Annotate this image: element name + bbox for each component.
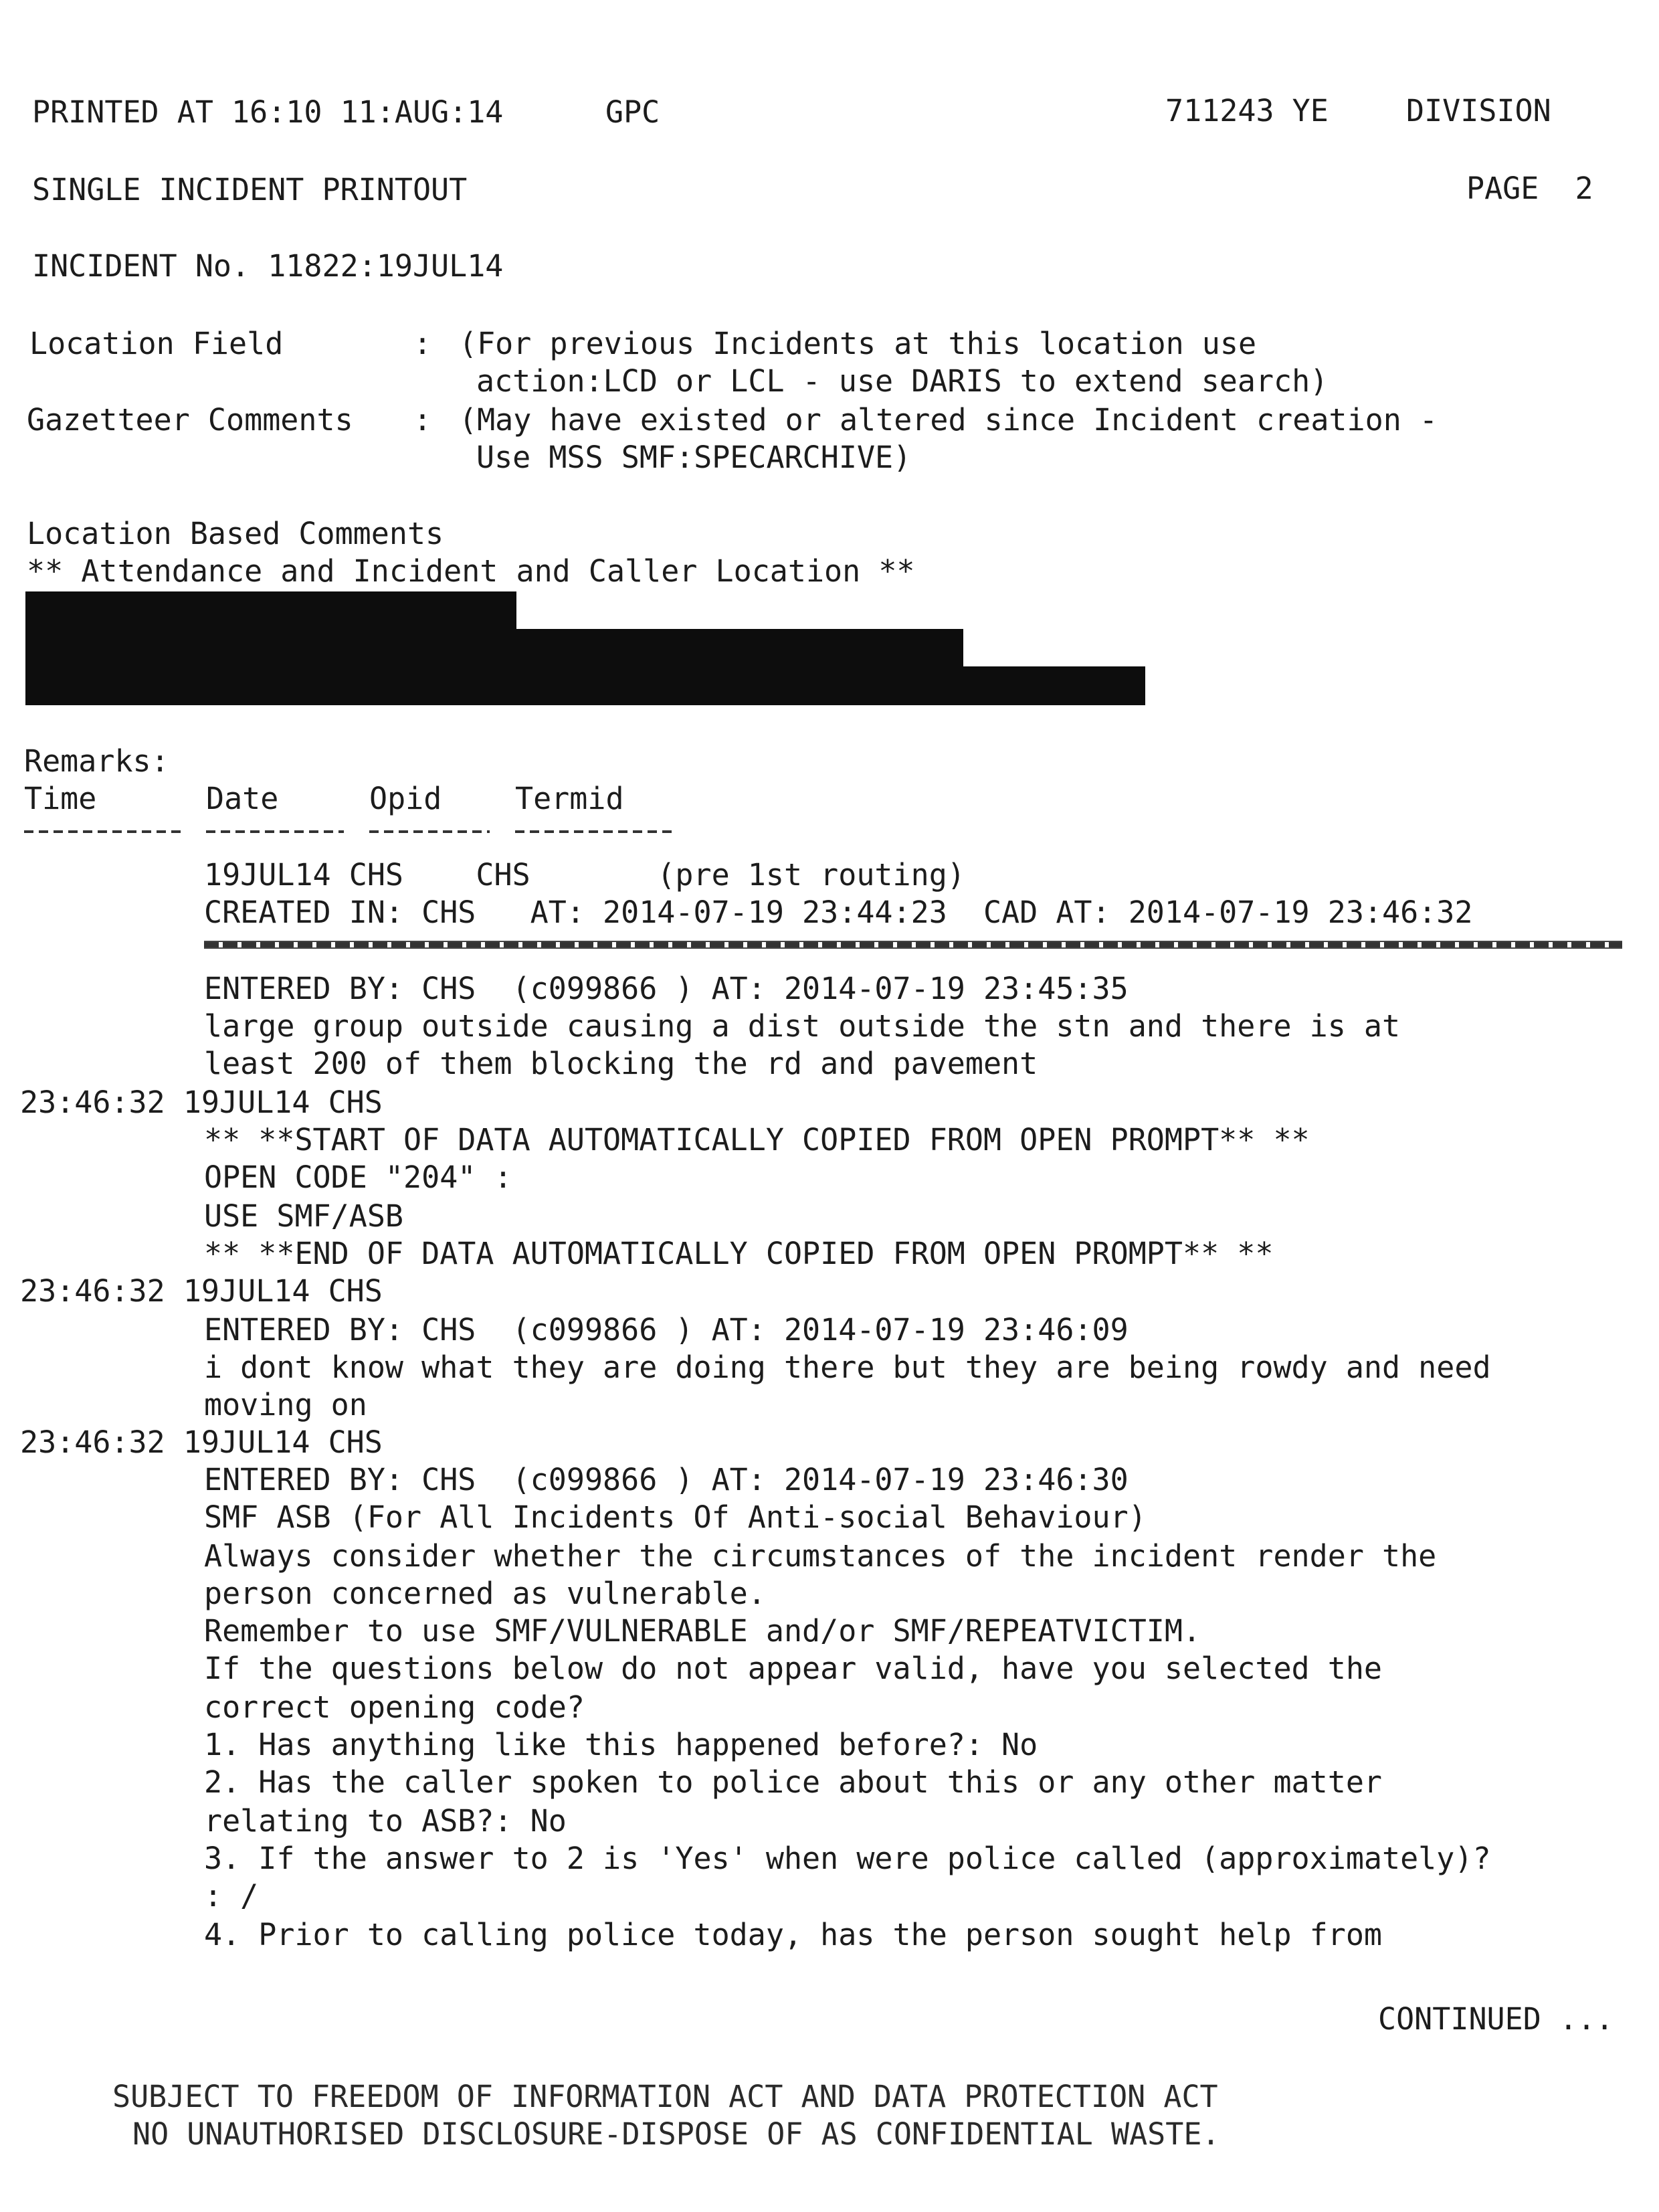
- division-label: DIVISION: [1406, 93, 1551, 128]
- column-header-time: Time: [24, 781, 97, 816]
- separator-rule: [204, 941, 1622, 949]
- column-underline-opid: [369, 830, 490, 833]
- location-field-text-2: action:LCD or LCL - use DARIS to extend search): [476, 363, 1329, 399]
- log-line: ENTERED BY: CHS (c099866 ) AT: 2014-07-19 23:46:30: [204, 1462, 1129, 1497]
- gazetteer-separator: :: [413, 402, 432, 438]
- log-line: ** **START OF DATA AUTOMATICALLY COPIED FROM OPEN PROMPT** **: [204, 1122, 1310, 1158]
- column-underline-time: [24, 830, 182, 833]
- log-line: If the questions below do not appear valid, have you selected the: [204, 1651, 1382, 1686]
- footer-line-1: SUBJECT TO FREEDOM OF INFORMATION ACT AND DATA PROTECTION ACT: [112, 2079, 1218, 2114]
- log-line: 19JUL14 CHS CHS (pre 1st routing): [204, 857, 965, 893]
- footer-line-2: NO UNAUTHORISED DISCLOSURE-DISPOSE OF AS CONFIDENTIAL WASTE.: [132, 2116, 1220, 2152]
- column-header-termid: Termid: [515, 781, 624, 816]
- attendance-line: ** Attendance and Incident and Caller Location **: [27, 553, 915, 589]
- log-timestamp-line: 23:46:32 19JUL14 CHS: [20, 1085, 383, 1120]
- reference-number: 711243 YE: [1165, 93, 1329, 128]
- gazetteer-label: Gazetteer Comments: [27, 402, 353, 438]
- continued-marker: CONTINUED ...: [1378, 2001, 1614, 2037]
- log-line: i dont know what they are doing there but they are being rowdy and need: [204, 1350, 1491, 1385]
- log-line: person concerned as vulnerable.: [204, 1576, 766, 1611]
- location-field-text: (For previous Incidents at this location use: [459, 326, 1257, 361]
- log-line: ENTERED BY: CHS (c099866 ) AT: 2014-07-19 23:45:35: [204, 971, 1129, 1006]
- log-line: ENTERED BY: CHS (c099866 ) AT: 2014-07-19 23:46:09: [204, 1312, 1129, 1348]
- log-line: large group outside causing a dist outside the stn and there is at: [204, 1008, 1401, 1044]
- log-line: : /: [204, 1878, 259, 1914]
- location-based-comments-heading: Location Based Comments: [27, 516, 444, 551]
- log-line: moving on: [204, 1387, 367, 1422]
- redaction-block-left: [25, 591, 516, 705]
- log-line: SMF ASB (For All Incidents Of Anti-social Behaviour): [204, 1499, 1147, 1535]
- gazetteer-text-2: Use MSS SMF:SPECARCHIVE): [476, 440, 912, 475]
- log-line: correct opening code?: [204, 1689, 585, 1725]
- log-line: Remember to use SMF/VULNERABLE and/or SMF/REPEATVICTIM.: [204, 1613, 1201, 1649]
- column-underline-termid: [515, 830, 673, 833]
- log-line: 2. Has the caller spoken to police about this or any other matter: [204, 1764, 1382, 1800]
- log-line: least 200 of them blocking the rd and pavement: [204, 1046, 1038, 1081]
- log-line: ** **END OF DATA AUTOMATICALLY COPIED FROM OPEN PROMPT** **: [204, 1236, 1274, 1271]
- log-timestamp-line: 23:46:32 19JUL14 CHS: [20, 1273, 383, 1309]
- document-type: SINGLE INCIDENT PRINTOUT: [32, 172, 468, 207]
- column-underline-date: [206, 830, 344, 833]
- remarks-label: Remarks:: [24, 743, 169, 779]
- location-field-label: Location Field: [29, 326, 284, 361]
- log-line: CREATED IN: CHS AT: 2014-07-19 23:44:23 CAD AT: 2014-07-19 23:46:32: [204, 895, 1473, 930]
- system-code: GPC: [605, 94, 660, 130]
- redaction-block-right: [963, 666, 1145, 705]
- redaction-block-middle: [516, 629, 963, 705]
- page-number: PAGE 2: [1466, 171, 1593, 206]
- gazetteer-text: (May have existed or altered since Incident creation -: [459, 402, 1438, 438]
- log-line: OPEN CODE "204" :: [204, 1160, 512, 1195]
- column-header-opid: Opid: [369, 781, 442, 816]
- log-line: 1. Has anything like this happened before?: No: [204, 1727, 1038, 1762]
- column-header-date: Date: [206, 781, 279, 816]
- printed-at: PRINTED AT 16:10 11:AUG:14: [32, 94, 504, 130]
- incident-number: INCIDENT No. 11822:19JUL14: [32, 248, 504, 284]
- log-line: USE SMF/ASB: [204, 1198, 404, 1234]
- log-timestamp-line: 23:46:32 19JUL14 CHS: [20, 1424, 383, 1460]
- log-line: relating to ASB?: No: [204, 1803, 567, 1839]
- log-line: 3. If the answer to 2 is 'Yes' when were police called (approximately)?: [204, 1841, 1491, 1876]
- log-line: Always consider whether the circumstances of the incident render the: [204, 1538, 1437, 1574]
- location-field-separator: :: [413, 326, 432, 361]
- log-line: 4. Prior to calling police today, has the person sought help from: [204, 1917, 1382, 1952]
